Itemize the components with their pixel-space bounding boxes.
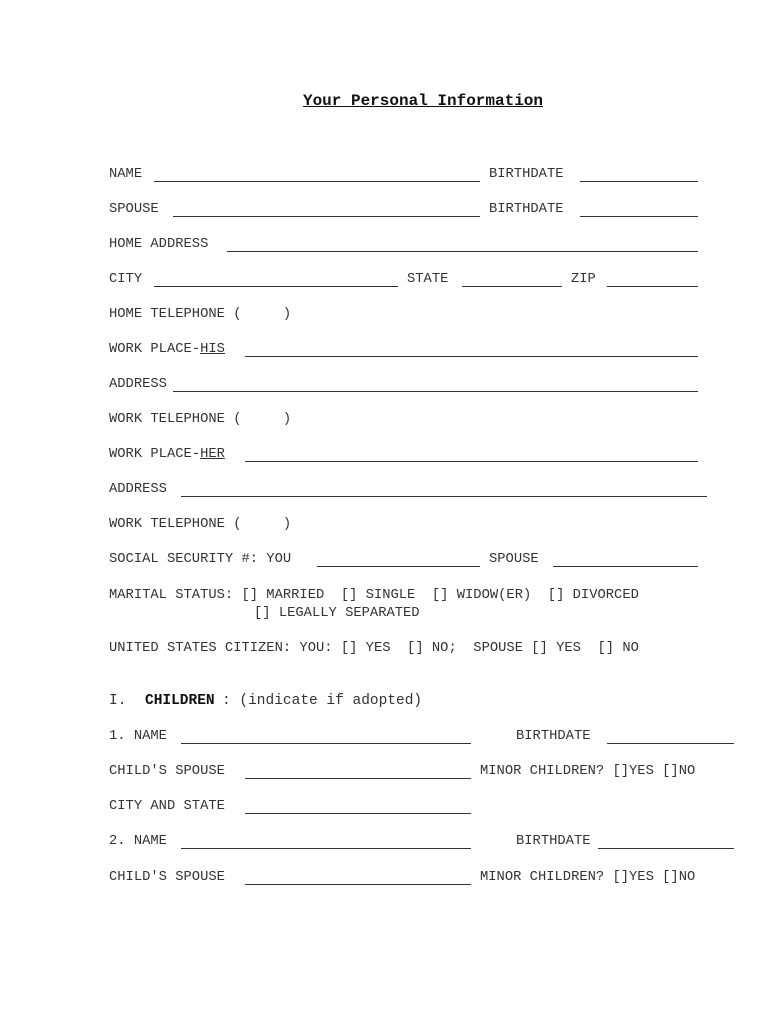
work-place-her-field[interactable] xyxy=(245,461,698,462)
child2-minor-children-options[interactable]: MINOR CHILDREN? []YES []NO xyxy=(480,870,696,885)
her-address-field[interactable] xyxy=(181,496,707,497)
child1-birthdate-field[interactable] xyxy=(607,743,734,744)
city-label: CITY xyxy=(109,272,143,287)
child2-birthdate-label: BIRTHDATE xyxy=(516,834,591,849)
his-address-label: ADDRESS xyxy=(109,377,167,392)
spouse-birthdate-label: BIRTHDATE xyxy=(489,202,564,217)
birthdate-field[interactable] xyxy=(580,181,698,182)
state-label: STATE xyxy=(407,272,449,287)
spouse-name-field[interactable] xyxy=(173,216,480,217)
legally-separated-option[interactable]: [] LEGALLY SEPARATED xyxy=(254,606,420,621)
work-place-prefix-her: WORK PLACE- xyxy=(109,447,201,462)
child2-spouse-field[interactable] xyxy=(245,884,471,885)
child1-minor-children-options[interactable]: MINOR CHILDREN? []YES []NO xyxy=(480,764,696,779)
citizen-options[interactable]: UNITED STATES CITIZEN: YOU: [] YES [] NO; SPOUSE [] YES [] NO xyxy=(109,641,639,656)
child1-spouse-label: CHILD'S SPOUSE xyxy=(109,764,225,779)
home-address-field[interactable] xyxy=(227,251,698,252)
spouse-label: SPOUSE xyxy=(109,202,159,217)
marital-status-options[interactable]: MARITAL STATUS: [] MARRIED [] SINGLE [] WIDOW(ER) [] DIVORCED xyxy=(109,588,639,603)
state-field[interactable] xyxy=(462,286,562,287)
work-place-his-field[interactable] xyxy=(245,356,698,357)
ssn-spouse-label: SPOUSE xyxy=(489,552,539,567)
child2-name-label: 2. NAME xyxy=(109,834,167,849)
ssn-spouse-field[interactable] xyxy=(553,566,698,567)
name-label: NAME xyxy=(109,167,143,182)
zip-label: ZIP xyxy=(571,272,596,287)
child1-birthdate-label: BIRTHDATE xyxy=(516,729,591,744)
children-section-number: I. xyxy=(109,693,127,709)
child2-birthdate-field[interactable] xyxy=(598,848,734,849)
work-place-label xyxy=(109,341,225,359)
home-address-label: HOME ADDRESS xyxy=(109,237,209,252)
ssn-you-label: SOCIAL SECURITY #: YOU xyxy=(109,552,292,567)
page-title: Your Personal Information xyxy=(302,92,544,110)
his-work-telephone-label: WORK TELEPHONE ( ) xyxy=(109,412,292,427)
child1-city-state-field[interactable] xyxy=(245,813,471,814)
work-place-her-label xyxy=(109,446,225,464)
home-telephone-label: HOME TELEPHONE ( ) xyxy=(109,307,292,322)
zip-field[interactable] xyxy=(607,286,698,287)
his-label: HIS xyxy=(200,342,225,357)
her-work-telephone-label: WORK TELEPHONE ( ) xyxy=(109,517,292,532)
birthdate-label: BIRTHDATE xyxy=(489,167,564,182)
name-field[interactable] xyxy=(154,181,480,182)
city-field[interactable] xyxy=(154,286,398,287)
his-address-field[interactable] xyxy=(173,391,698,392)
work-place-prefix: WORK PLACE- xyxy=(109,342,201,357)
her-address-label: ADDRESS xyxy=(109,482,167,497)
spouse-birthdate-field[interactable] xyxy=(580,216,698,217)
ssn-you-field[interactable] xyxy=(317,566,480,567)
child1-spouse-field[interactable] xyxy=(245,778,471,779)
children-heading-label: CHILDREN xyxy=(145,693,215,709)
child2-spouse-label: CHILD'S SPOUSE xyxy=(109,870,225,885)
child1-name-label: 1. NAME xyxy=(109,729,167,744)
her-label: HER xyxy=(200,447,225,462)
child2-name-field[interactable] xyxy=(181,848,471,849)
child1-city-state-label: CITY AND STATE xyxy=(109,799,225,814)
children-heading-note: : (indicate if adopted) xyxy=(222,693,423,709)
child1-name-field[interactable] xyxy=(181,743,471,744)
